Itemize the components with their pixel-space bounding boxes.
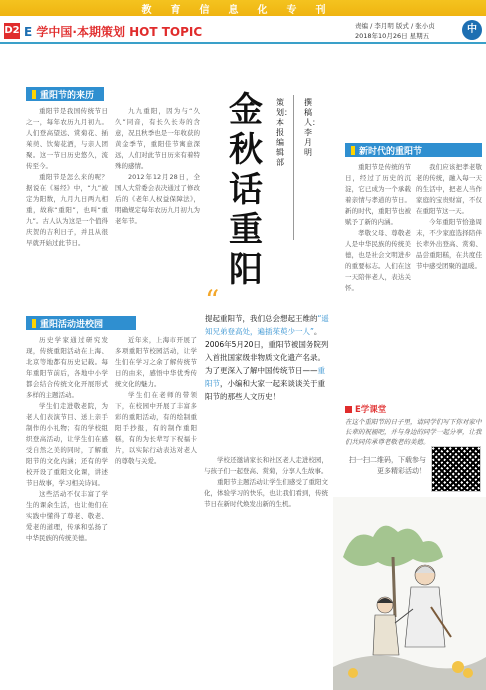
section-mark-icon <box>32 90 36 99</box>
activities-para-1: 历史学家通过研究发现，传统重阳活动在上海、北京等地都有历史记载。每年重阳节前后，各地中小学都会结合传统文化开展形式多样的主题活动。 <box>26 336 108 399</box>
origin-column <box>26 106 108 316</box>
mid-para-2: 学生们在老师的带领下，在校园中开展了丰富多彩的重阳活动，有的绘制重阳手抄报，有的制作重阳糕，有的为长辈写下祝福卡片，以实际行动表达对老人的尊敬与关爱。 <box>115 391 197 465</box>
editor-meta <box>355 21 435 41</box>
byline-planning: 策划：本报编辑部 <box>276 98 292 167</box>
activities-column-1 <box>26 335 108 685</box>
top-banner <box>0 0 486 16</box>
section-head-text: 重阳活动进校园 <box>40 319 104 330</box>
activities-para-2: 学生们走进敬老院，为老人们表演节目、送上亲手制作的小礼物；有的学校组织登高活动，让学生们在感受自然之美的同时，了解重阳节的文化内涵；还有的学校开设了重阳文化课，讲述节日故事，学习相关诗词。 <box>26 402 108 487</box>
mid-para-4: 重阳节主题活动让学生们感受了重阳文化，体验学习的快乐，也让我们看到，传统节日在新时代焕发出新的生机。 <box>204 478 328 508</box>
section-head-origin <box>26 87 104 101</box>
new-era-para-3: 我们应该把孝老敬老的传统，融入每一天的生活中，把老人当作家庭的宝贵财富，不仅在重阳节这一天。 <box>416 163 482 215</box>
pull-quote-text-2: 。2006年5月20日，重阳节被国务院列入首批国家级非物质文化遗产名录。为了更深入了解中国传统节日—— <box>205 327 329 375</box>
byline-writer: 撰稿人：李月明 <box>304 98 320 157</box>
origin-para-1: 重阳节是我国传统节日之一，每年农历九月初九。人们登高望远、赏菊花、插茱萸、饮菊花酒，与亲人团聚。这一节日历史悠久，流传至今。 <box>26 107 108 170</box>
activities-para-3: 这些活动不仅丰富了学生的课余生活，也让他们在实践中懂得了尊老、敬老、爱老的道理，传承和弘扬了中华民族的传统美德。 <box>26 490 108 542</box>
new-era-para-1: 重阳节是传统的节日，经过了历史的沉淀，它已成为一个承载着亲情与孝道的节日。新的时代，重阳节也被赋予了新的内涵。 <box>345 163 411 226</box>
illustration-svg <box>333 497 486 690</box>
origin-para-4: 2012年12月28日，全国人大常委会表决通过了修改后的《老年人权益保障法》，明确规定每年农历九月初九为老年节。 <box>115 173 200 225</box>
new-era-para-4: 今年重阳节恰逢周末，不少家庭选择陪伴长辈外出登高、赏菊、品尝重阳糕，在共度佳节中感受团聚的温暖。 <box>416 218 482 270</box>
page-number: D2 <box>4 23 20 39</box>
mid-para-3: 学校还邀请家长和社区老人走进校园，与孩子们一起登高、赏菊，分享人生故事。 <box>204 456 328 475</box>
e-class-intro: 在这个重阳节的日子里，请同学们写下你对家中长辈的祝福吧，并与身边的同学一起分享，让我们共同传承尊老敬老的美德。 <box>345 418 482 446</box>
section-mark-icon <box>32 319 36 328</box>
new-era-para-2: 孝敬父母、尊敬老人是中华民族的传统美德，也是社会文明进步的重要标志。人们在这一天陪伴老人，表达关怀。 <box>345 229 411 292</box>
brand-logo-icon: 中 <box>462 20 482 40</box>
section-head-activities <box>26 316 136 330</box>
section-head-new-era <box>345 143 482 157</box>
date-line: 2018年10月26日 星期五 <box>355 32 430 40</box>
mid-para-1: 近年来，上海市开展了多项重阳节校园活动，让学生们在学习之余了解传统节日的由来，感悟中华优秀传统文化的魅力。 <box>115 336 197 388</box>
pull-quote-text-3: ，小编和大家一起来谈谈关于重阳节的那些人文历史！ <box>205 379 325 401</box>
e-class-header <box>345 403 386 415</box>
section-name: 学中国·本期策划 HOT TOPIC <box>36 25 203 39</box>
quote-mark-icon: “ <box>205 284 220 317</box>
activities-column-2 <box>115 335 197 685</box>
illustration-elder-and-child <box>333 497 486 690</box>
origin-column-2 <box>115 106 200 316</box>
page-header <box>0 18 486 44</box>
e-class-title: E学课堂 <box>355 405 387 415</box>
pull-quote <box>205 284 329 403</box>
origin-para-3: 九九重阳，因为与“久久”同音，有长久长寿的含意，况且秋季也是一年收获的黄金季节，重阳佳节寓意深远，人们对此节日历来有着特殊的感情。 <box>115 107 200 170</box>
section-mark-icon <box>351 146 355 155</box>
pull-quote-text-1: 提起重阳节，我们总会想起王维的 <box>205 314 318 323</box>
new-era-column-2 <box>416 162 482 398</box>
square-bullet-icon <box>345 406 352 413</box>
editor-line: 责编 / 李月明 版式 / 张小贞 <box>355 22 435 30</box>
pull-quote-poem: “遥知兄弟登高处，遍插茱萸少一人” <box>205 314 329 336</box>
title-divider <box>293 95 294 240</box>
qr-label: 扫一扫二维码，下载参与更多精彩活动！ <box>349 456 426 475</box>
e-logo-letter: E <box>24 25 33 39</box>
activities-column-3 <box>204 455 328 685</box>
section-head-text: 重阳节的来历 <box>40 90 95 101</box>
section-head-text: 新时代的重阳节 <box>359 146 423 157</box>
pull-quote-festival: 重阳节 <box>205 366 325 388</box>
article-title: 金秋话重阳 <box>229 90 263 290</box>
top-banner-text: 教育信息化专刊 <box>141 4 345 16</box>
qr-code-icon[interactable] <box>431 446 481 492</box>
section-title <box>24 23 202 40</box>
new-era-column-1 <box>345 162 411 398</box>
origin-para-2: 重阳节是怎么来的呢？据说在《易经》中，“九”被定为阳数，九月九日两九相重，故称“重阳”，也叫“重九”。古人认为这是一个值得庆贺的吉利日子，并且从很早就开始过此节日。 <box>26 173 108 247</box>
